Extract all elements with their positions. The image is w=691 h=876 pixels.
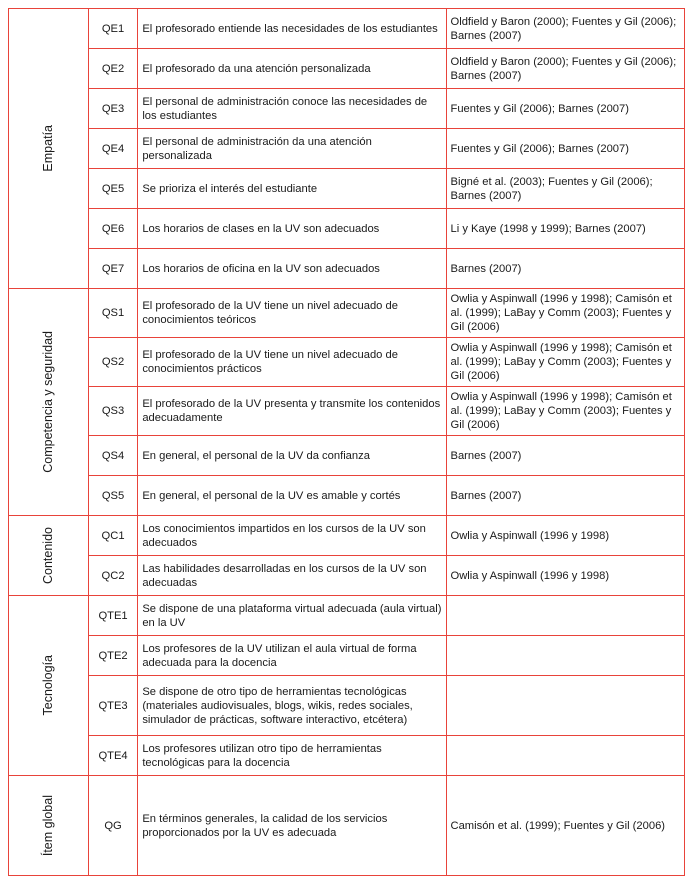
item-text: Los conocimientos impartidos en los cursos de la UV son adecuados xyxy=(138,516,446,556)
table-row xyxy=(9,387,685,436)
items-table xyxy=(8,8,685,876)
item-code: QC1 xyxy=(88,516,138,556)
item-code: QTE2 xyxy=(88,636,138,676)
item-source: Owlia y Aspinwall (1996 y 1998) xyxy=(446,556,685,596)
table-row xyxy=(9,776,685,876)
table-row xyxy=(9,129,685,169)
item-source: Owlia y Aspinwall (1996 y 1998); Camisón et al. (1999); LaBay y Comm (2003); Fuentes y Gil (2006) xyxy=(446,289,685,338)
table-row xyxy=(9,89,685,129)
item-text: Se prioriza el interés del estudiante xyxy=(138,169,446,209)
dimension-label: Competencia y seguridad xyxy=(41,331,56,473)
item-source: Owlia y Aspinwall (1996 y 1998); Camisón et al. (1999); LaBay y Comm (2003); Fuentes y Gil (2006) xyxy=(446,338,685,387)
dimension-label: Contenido xyxy=(41,527,56,584)
item-code: QTE4 xyxy=(88,736,138,776)
item-source: Camisón et al. (1999); Fuentes y Gil (2006) xyxy=(446,776,685,876)
table-row xyxy=(9,49,685,89)
item-source: Fuentes y Gil (2006); Barnes (2007) xyxy=(446,89,685,129)
dimension-label: Tecnología xyxy=(41,655,56,716)
items-table-body xyxy=(9,9,685,876)
table-row xyxy=(9,596,685,636)
item-source xyxy=(446,636,685,676)
item-text: El personal de administración conoce las necesidades de los estudiantes xyxy=(138,89,446,129)
dimension-label: Ítem global xyxy=(41,794,56,857)
item-text: Se dispone de otro tipo de herramientas tecnológicas (materiales audiovisuales, blogs, wikis, redes sociales, simulador de prácticas, software interactivo, etcétera) xyxy=(138,676,446,736)
item-text: Los horarios de clases en la UV son adecuados xyxy=(138,209,446,249)
item-text: El personal de administración da una atención personalizada xyxy=(138,129,446,169)
item-text: Los profesores utilizan otro tipo de herramientas tecnológicas para la docencia xyxy=(138,736,446,776)
table-row xyxy=(9,476,685,516)
dimension-cell xyxy=(9,516,89,596)
item-text: El profesorado da una atención personalizada xyxy=(138,49,446,89)
item-source: Barnes (2007) xyxy=(446,249,685,289)
table-row xyxy=(9,736,685,776)
item-code: QTE1 xyxy=(88,596,138,636)
item-code: QE4 xyxy=(88,129,138,169)
item-source: Owlia y Aspinwall (1996 y 1998) xyxy=(446,516,685,556)
item-text: Las habilidades desarrolladas en los cursos de la UV son adecuadas xyxy=(138,556,446,596)
item-text: En general, el personal de la UV da confianza xyxy=(138,436,446,476)
item-text: Los profesores de la UV utilizan el aula virtual de forma adecuada para la docencia xyxy=(138,636,446,676)
item-text: Se dispone de una plataforma virtual adecuada (aula virtual) en la UV xyxy=(138,596,446,636)
table-row xyxy=(9,338,685,387)
table-row xyxy=(9,516,685,556)
dimension-cell xyxy=(9,776,89,876)
item-code: QS5 xyxy=(88,476,138,516)
item-code: QE5 xyxy=(88,169,138,209)
item-code: QE2 xyxy=(88,49,138,89)
item-code: QE7 xyxy=(88,249,138,289)
item-text: El profesorado de la UV tiene un nivel adecuado de conocimientos teóricos xyxy=(138,289,446,338)
item-source xyxy=(446,676,685,736)
item-source: Oldfield y Baron (2000); Fuentes y Gil (2006); Barnes (2007) xyxy=(446,9,685,49)
item-code: QS2 xyxy=(88,338,138,387)
item-code: QE1 xyxy=(88,9,138,49)
item-text: Los horarios de oficina en la UV son adecuados xyxy=(138,249,446,289)
dimension-cell xyxy=(9,596,89,776)
item-code: QS3 xyxy=(88,387,138,436)
dimension-cell xyxy=(9,289,89,516)
table-row xyxy=(9,9,685,49)
item-source: Barnes (2007) xyxy=(446,436,685,476)
table-row xyxy=(9,209,685,249)
item-text: El profesorado entiende las necesidades de los estudiantes xyxy=(138,9,446,49)
item-code: QTE3 xyxy=(88,676,138,736)
table-row xyxy=(9,556,685,596)
item-source: Fuentes y Gil (2006); Barnes (2007) xyxy=(446,129,685,169)
item-code: QS1 xyxy=(88,289,138,338)
item-code: QE3 xyxy=(88,89,138,129)
item-text: El profesorado de la UV tiene un nivel adecuado de conocimientos prácticos xyxy=(138,338,446,387)
item-code: QG xyxy=(88,776,138,876)
item-text: En general, el personal de la UV es amable y cortés xyxy=(138,476,446,516)
table-row xyxy=(9,249,685,289)
item-source: Oldfield y Baron (2000); Fuentes y Gil (2006); Barnes (2007) xyxy=(446,49,685,89)
item-source: Bigné et al. (2003); Fuentes y Gil (2006); Barnes (2007) xyxy=(446,169,685,209)
table-row xyxy=(9,436,685,476)
item-source: Owlia y Aspinwall (1996 y 1998); Camisón et al. (1999); LaBay y Comm (2003); Fuentes y Gil (2006) xyxy=(446,387,685,436)
item-source xyxy=(446,596,685,636)
table-row xyxy=(9,636,685,676)
item-source xyxy=(446,736,685,776)
item-source: Li y Kaye (1998 y 1999); Barnes (2007) xyxy=(446,209,685,249)
item-text: El profesorado de la UV presenta y transmite los contenidos adecuadamente xyxy=(138,387,446,436)
dimension-cell xyxy=(9,9,89,289)
dimension-label: Empatía xyxy=(41,125,56,172)
table-row xyxy=(9,289,685,338)
table-row xyxy=(9,169,685,209)
item-source: Barnes (2007) xyxy=(446,476,685,516)
item-code: QC2 xyxy=(88,556,138,596)
item-text: En términos generales, la calidad de los servicios proporcionados por la UV es adecuada xyxy=(138,776,446,876)
item-code: QE6 xyxy=(88,209,138,249)
item-code: QS4 xyxy=(88,436,138,476)
table-row xyxy=(9,676,685,736)
